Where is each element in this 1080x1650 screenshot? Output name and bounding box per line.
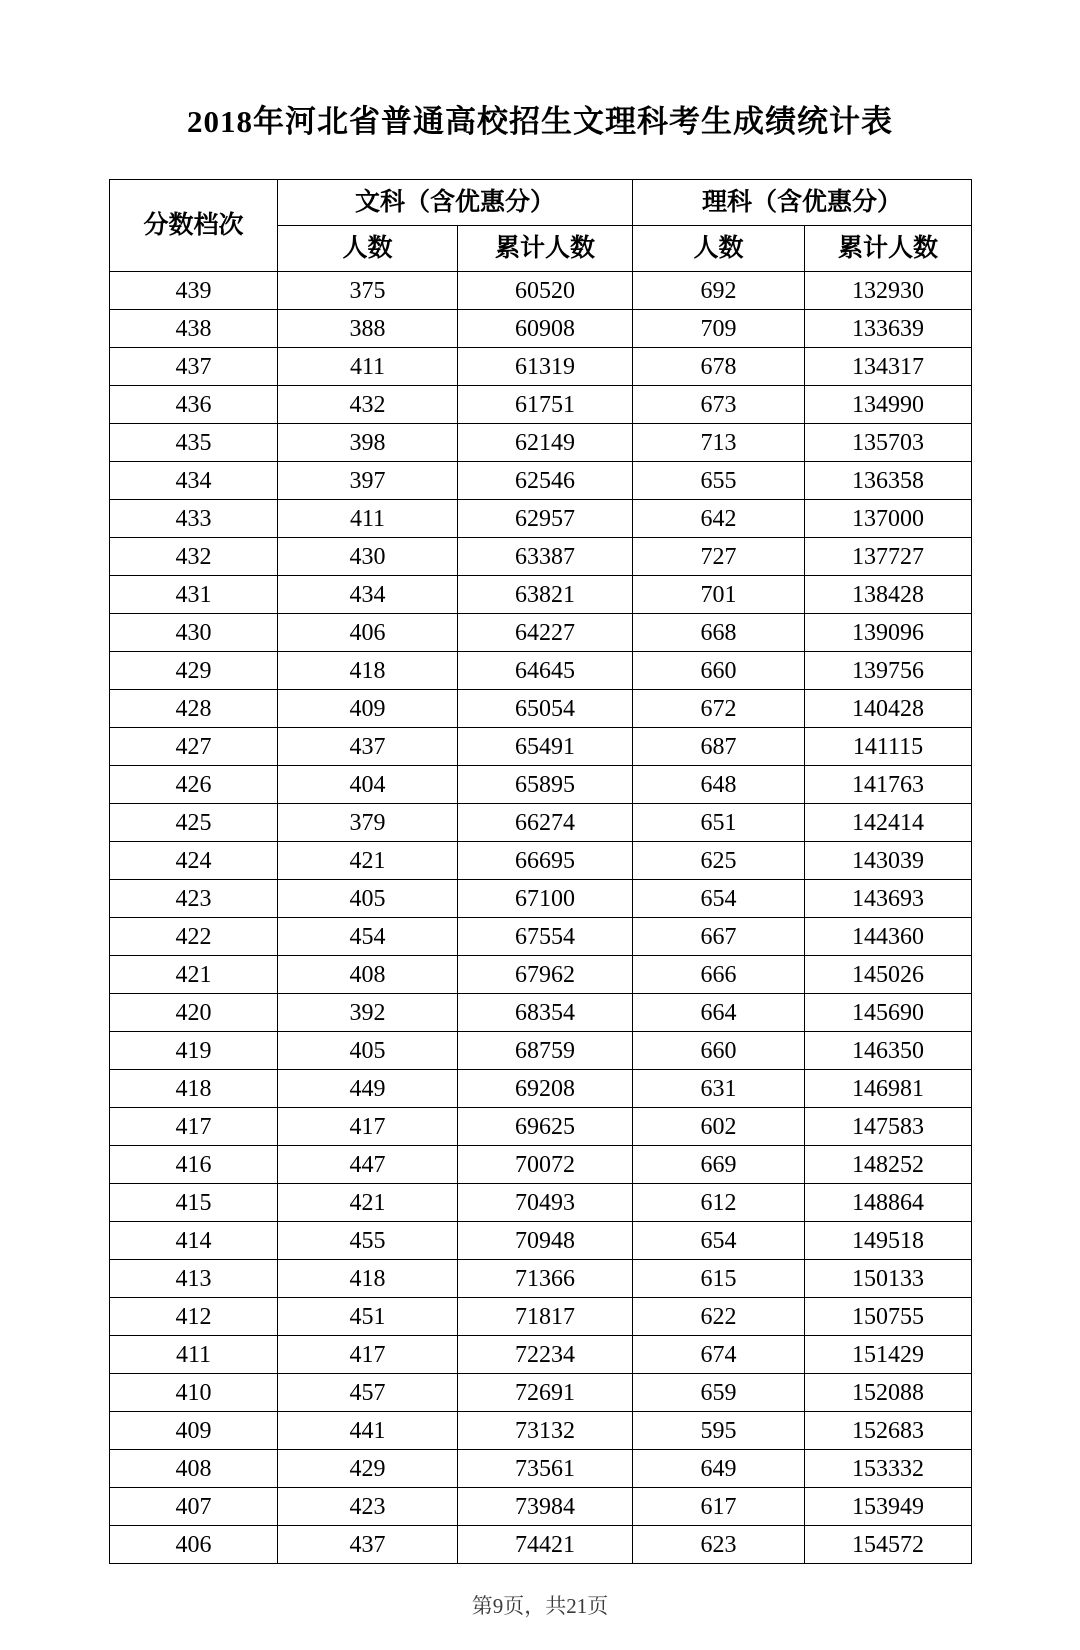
cell-wenke-count: 423 <box>278 1488 458 1526</box>
cell-wenke-cumulative: 66695 <box>458 842 633 880</box>
cell-like-cumulative: 137727 <box>805 538 972 576</box>
cell-score-level: 433 <box>110 500 278 538</box>
cell-like-cumulative: 140428 <box>805 690 972 728</box>
table-row <box>110 842 972 880</box>
cell-like-count: 678 <box>633 348 805 386</box>
cell-wenke-cumulative: 73132 <box>458 1412 633 1450</box>
cell-like-count: 669 <box>633 1146 805 1184</box>
cell-wenke-cumulative: 74421 <box>458 1526 633 1564</box>
cell-wenke-cumulative: 72234 <box>458 1336 633 1374</box>
cell-wenke-cumulative: 67962 <box>458 956 633 994</box>
table-row <box>110 1070 972 1108</box>
cell-wenke-count: 411 <box>278 500 458 538</box>
cell-like-count: 642 <box>633 500 805 538</box>
cell-wenke-cumulative: 73984 <box>458 1488 633 1526</box>
cell-like-count: 654 <box>633 880 805 918</box>
cell-like-count: 727 <box>633 538 805 576</box>
cell-like-count: 659 <box>633 1374 805 1412</box>
cell-wenke-cumulative: 70948 <box>458 1222 633 1260</box>
cell-like-count: 713 <box>633 424 805 462</box>
cell-score-level: 438 <box>110 310 278 348</box>
table-row <box>110 1184 972 1222</box>
cell-like-count: 674 <box>633 1336 805 1374</box>
cell-score-level: 418 <box>110 1070 278 1108</box>
cell-wenke-cumulative: 67100 <box>458 880 633 918</box>
page-footer: 第9页，共21页 <box>471 1594 609 1618</box>
cell-wenke-cumulative: 66274 <box>458 804 633 842</box>
cell-like-cumulative: 149518 <box>805 1222 972 1260</box>
cell-wenke-count: 409 <box>278 690 458 728</box>
cell-like-count: 709 <box>633 310 805 348</box>
cell-like-count: 595 <box>633 1412 805 1450</box>
cell-wenke-count: 404 <box>278 766 458 804</box>
cell-like-cumulative: 142414 <box>805 804 972 842</box>
page-title: 2018年河北省普通高校招生文理科考生成绩统计表 <box>187 104 893 139</box>
cell-score-level: 424 <box>110 842 278 880</box>
table-row <box>110 880 972 918</box>
cell-like-cumulative: 141115 <box>805 728 972 766</box>
cell-like-cumulative: 148864 <box>805 1184 972 1222</box>
cell-wenke-cumulative: 60908 <box>458 310 633 348</box>
cell-like-count: 655 <box>633 462 805 500</box>
table-row <box>110 1412 972 1450</box>
cell-score-level: 416 <box>110 1146 278 1184</box>
cell-like-cumulative: 153949 <box>805 1488 972 1526</box>
cell-score-level: 415 <box>110 1184 278 1222</box>
column-header-like-count: 人数 <box>633 226 805 272</box>
cell-wenke-cumulative: 63387 <box>458 538 633 576</box>
cell-wenke-count: 379 <box>278 804 458 842</box>
cell-score-level: 429 <box>110 652 278 690</box>
table-row <box>110 1526 972 1564</box>
cell-like-cumulative: 146981 <box>805 1070 972 1108</box>
cell-wenke-count: 411 <box>278 348 458 386</box>
table-row <box>110 766 972 804</box>
table-row <box>110 1298 972 1336</box>
cell-wenke-count: 432 <box>278 386 458 424</box>
cell-like-count: 602 <box>633 1108 805 1146</box>
table-row <box>110 728 972 766</box>
cell-wenke-cumulative: 67554 <box>458 918 633 956</box>
table-row <box>110 424 972 462</box>
cell-wenke-count: 437 <box>278 728 458 766</box>
table-row <box>110 348 972 386</box>
cell-like-cumulative: 139756 <box>805 652 972 690</box>
cell-like-count: 625 <box>633 842 805 880</box>
cell-wenke-count: 421 <box>278 1184 458 1222</box>
cell-like-count: 660 <box>633 652 805 690</box>
cell-wenke-cumulative: 70072 <box>458 1146 633 1184</box>
table-row <box>110 1374 972 1412</box>
cell-wenke-count: 451 <box>278 1298 458 1336</box>
cell-like-cumulative: 145690 <box>805 994 972 1032</box>
cell-wenke-count: 397 <box>278 462 458 500</box>
table-row <box>110 1108 972 1146</box>
cell-score-level: 425 <box>110 804 278 842</box>
cell-like-count: 623 <box>633 1526 805 1564</box>
cell-like-count: 654 <box>633 1222 805 1260</box>
cell-like-count: 672 <box>633 690 805 728</box>
table-row <box>110 1146 972 1184</box>
table-row <box>110 1488 972 1526</box>
cell-wenke-cumulative: 62546 <box>458 462 633 500</box>
cell-wenke-count: 392 <box>278 994 458 1032</box>
cell-score-level: 411 <box>110 1336 278 1374</box>
table-body <box>110 272 972 1564</box>
cell-wenke-count: 406 <box>278 614 458 652</box>
cell-wenke-count: 421 <box>278 842 458 880</box>
cell-wenke-cumulative: 60520 <box>458 272 633 310</box>
cell-score-level: 439 <box>110 272 278 310</box>
score-table-container <box>109 179 971 1564</box>
cell-score-level: 430 <box>110 614 278 652</box>
cell-wenke-count: 418 <box>278 1260 458 1298</box>
cell-score-level: 437 <box>110 348 278 386</box>
cell-like-count: 649 <box>633 1450 805 1488</box>
table-row <box>110 956 972 994</box>
column-header-like-cumulative: 累计人数 <box>805 226 972 272</box>
cell-score-level: 414 <box>110 1222 278 1260</box>
table-row <box>110 500 972 538</box>
table-row <box>110 538 972 576</box>
cell-wenke-cumulative: 69208 <box>458 1070 633 1108</box>
table-row <box>110 614 972 652</box>
column-header-wenke-cumulative: 累计人数 <box>458 226 633 272</box>
cell-like-cumulative: 150133 <box>805 1260 972 1298</box>
table-row <box>110 1450 972 1488</box>
cell-like-cumulative: 134317 <box>805 348 972 386</box>
cell-score-level: 427 <box>110 728 278 766</box>
cell-wenke-cumulative: 73561 <box>458 1450 633 1488</box>
column-header-group-wenke: 文科（含优惠分） <box>278 180 633 226</box>
cell-wenke-count: 441 <box>278 1412 458 1450</box>
cell-wenke-count: 408 <box>278 956 458 994</box>
cell-like-cumulative: 132930 <box>805 272 972 310</box>
cell-wenke-cumulative: 63821 <box>458 576 633 614</box>
cell-like-count: 660 <box>633 1032 805 1070</box>
table-row <box>110 1336 972 1374</box>
cell-wenke-count: 405 <box>278 1032 458 1070</box>
cell-like-count: 667 <box>633 918 805 956</box>
cell-like-cumulative: 147583 <box>805 1108 972 1146</box>
cell-score-level: 431 <box>110 576 278 614</box>
table-header-row-groups <box>110 180 972 226</box>
cell-wenke-count: 454 <box>278 918 458 956</box>
cell-score-level: 432 <box>110 538 278 576</box>
cell-score-level: 421 <box>110 956 278 994</box>
column-header-score-level: 分数档次 <box>110 180 278 272</box>
cell-like-count: 631 <box>633 1070 805 1108</box>
cell-like-cumulative: 137000 <box>805 500 972 538</box>
cell-like-count: 668 <box>633 614 805 652</box>
cell-like-cumulative: 135703 <box>805 424 972 462</box>
cell-like-cumulative: 151429 <box>805 1336 972 1374</box>
cell-wenke-cumulative: 69625 <box>458 1108 633 1146</box>
table-row <box>110 1032 972 1070</box>
cell-like-count: 648 <box>633 766 805 804</box>
column-header-wenke-count: 人数 <box>278 226 458 272</box>
cell-like-count: 615 <box>633 1260 805 1298</box>
cell-like-count: 664 <box>633 994 805 1032</box>
table-row <box>110 652 972 690</box>
cell-wenke-count: 417 <box>278 1108 458 1146</box>
table-row <box>110 804 972 842</box>
table-row <box>110 576 972 614</box>
cell-wenke-cumulative: 72691 <box>458 1374 633 1412</box>
cell-like-count: 622 <box>633 1298 805 1336</box>
cell-wenke-count: 417 <box>278 1336 458 1374</box>
cell-score-level: 410 <box>110 1374 278 1412</box>
cell-score-level: 428 <box>110 690 278 728</box>
column-header-group-like: 理科（含优惠分） <box>633 180 972 226</box>
cell-like-cumulative: 143039 <box>805 842 972 880</box>
cell-like-count: 701 <box>633 576 805 614</box>
cell-score-level: 435 <box>110 424 278 462</box>
cell-score-level: 419 <box>110 1032 278 1070</box>
cell-wenke-cumulative: 64227 <box>458 614 633 652</box>
cell-wenke-count: 457 <box>278 1374 458 1412</box>
cell-wenke-cumulative: 61319 <box>458 348 633 386</box>
cell-like-count: 673 <box>633 386 805 424</box>
cell-like-count: 687 <box>633 728 805 766</box>
cell-wenke-cumulative: 61751 <box>458 386 633 424</box>
table-row <box>110 386 972 424</box>
cell-wenke-cumulative: 62957 <box>458 500 633 538</box>
cell-wenke-cumulative: 71817 <box>458 1298 633 1336</box>
cell-wenke-cumulative: 68759 <box>458 1032 633 1070</box>
cell-wenke-count: 430 <box>278 538 458 576</box>
cell-score-level: 417 <box>110 1108 278 1146</box>
cell-wenke-cumulative: 70493 <box>458 1184 633 1222</box>
cell-score-level: 409 <box>110 1412 278 1450</box>
cell-like-cumulative: 144360 <box>805 918 972 956</box>
cell-wenke-count: 405 <box>278 880 458 918</box>
cell-wenke-count: 388 <box>278 310 458 348</box>
cell-like-cumulative: 138428 <box>805 576 972 614</box>
table-row <box>110 462 972 500</box>
cell-wenke-count: 449 <box>278 1070 458 1108</box>
cell-like-cumulative: 141763 <box>805 766 972 804</box>
cell-like-count: 612 <box>633 1184 805 1222</box>
cell-wenke-count: 418 <box>278 652 458 690</box>
cell-like-cumulative: 153332 <box>805 1450 972 1488</box>
cell-wenke-count: 434 <box>278 576 458 614</box>
cell-like-cumulative: 134990 <box>805 386 972 424</box>
cell-wenke-cumulative: 62149 <box>458 424 633 462</box>
cell-score-level: 423 <box>110 880 278 918</box>
cell-score-level: 420 <box>110 994 278 1032</box>
table-row <box>110 918 972 956</box>
cell-like-cumulative: 136358 <box>805 462 972 500</box>
cell-wenke-count: 447 <box>278 1146 458 1184</box>
cell-like-cumulative: 133639 <box>805 310 972 348</box>
table-row <box>110 690 972 728</box>
cell-score-level: 412 <box>110 1298 278 1336</box>
cell-like-cumulative: 154572 <box>805 1526 972 1564</box>
cell-wenke-count: 437 <box>278 1526 458 1564</box>
cell-like-cumulative: 145026 <box>805 956 972 994</box>
table-row <box>110 272 972 310</box>
cell-score-level: 407 <box>110 1488 278 1526</box>
cell-score-level: 434 <box>110 462 278 500</box>
cell-wenke-count: 398 <box>278 424 458 462</box>
cell-like-cumulative: 143693 <box>805 880 972 918</box>
cell-like-count: 617 <box>633 1488 805 1526</box>
cell-wenke-cumulative: 68354 <box>458 994 633 1032</box>
cell-like-cumulative: 139096 <box>805 614 972 652</box>
cell-wenke-count: 375 <box>278 272 458 310</box>
cell-score-level: 436 <box>110 386 278 424</box>
table-header <box>110 180 972 272</box>
cell-score-level: 422 <box>110 918 278 956</box>
cell-like-count: 651 <box>633 804 805 842</box>
cell-like-cumulative: 152088 <box>805 1374 972 1412</box>
cell-wenke-cumulative: 64645 <box>458 652 633 690</box>
table-row <box>110 1260 972 1298</box>
cell-wenke-cumulative: 71366 <box>458 1260 633 1298</box>
cell-score-level: 408 <box>110 1450 278 1488</box>
cell-wenke-cumulative: 65491 <box>458 728 633 766</box>
cell-wenke-count: 455 <box>278 1222 458 1260</box>
cell-score-level: 413 <box>110 1260 278 1298</box>
table-row <box>110 1222 972 1260</box>
cell-like-cumulative: 148252 <box>805 1146 972 1184</box>
cell-score-level: 426 <box>110 766 278 804</box>
cell-wenke-cumulative: 65054 <box>458 690 633 728</box>
cell-like-count: 666 <box>633 956 805 994</box>
score-statistics-table <box>109 179 972 1564</box>
cell-wenke-cumulative: 65895 <box>458 766 633 804</box>
cell-score-level: 406 <box>110 1526 278 1564</box>
cell-like-cumulative: 146350 <box>805 1032 972 1070</box>
table-row <box>110 310 972 348</box>
cell-like-cumulative: 152683 <box>805 1412 972 1450</box>
cell-wenke-count: 429 <box>278 1450 458 1488</box>
cell-like-count: 692 <box>633 272 805 310</box>
table-row <box>110 994 972 1032</box>
cell-like-cumulative: 150755 <box>805 1298 972 1336</box>
